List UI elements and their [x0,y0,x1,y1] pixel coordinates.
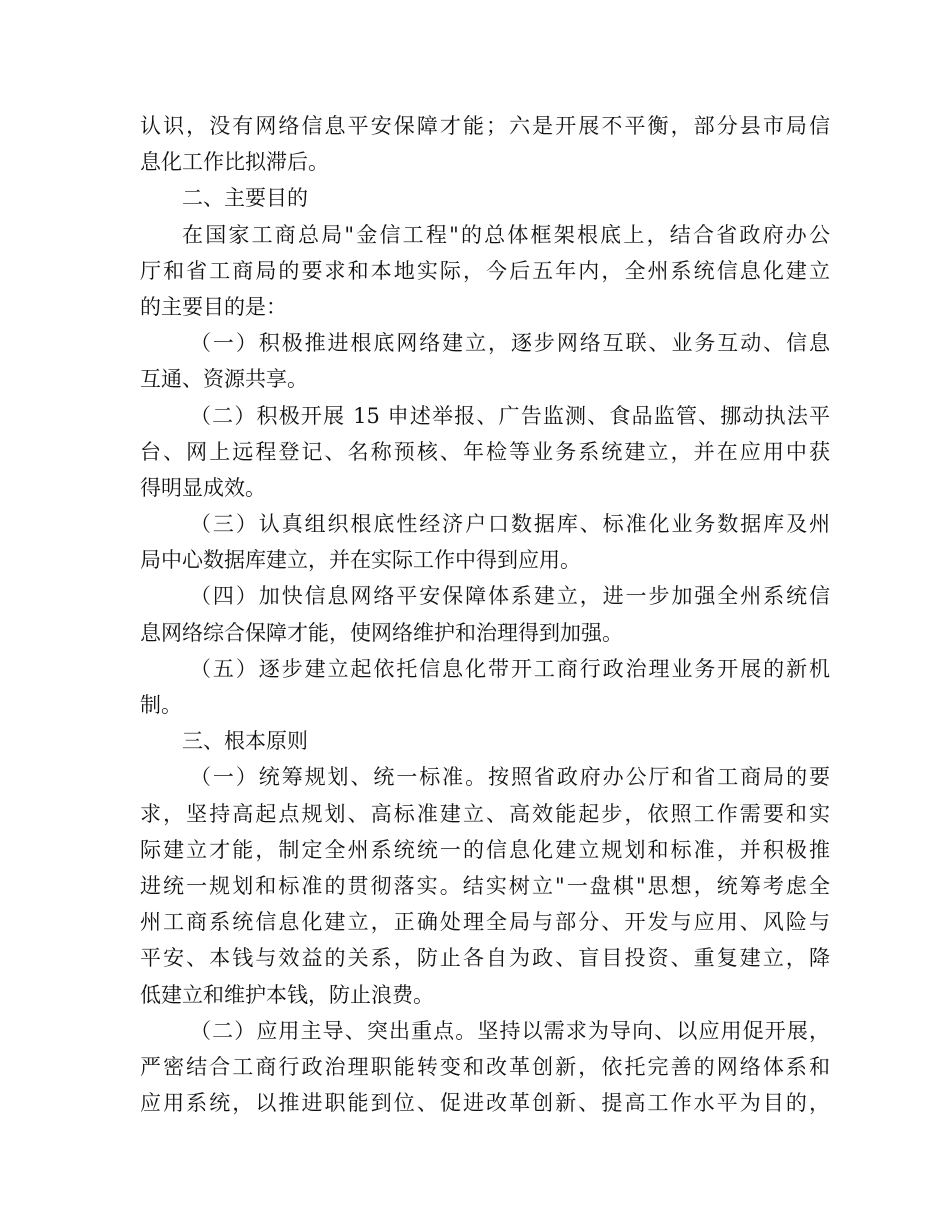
text-line: 应用系统，以推进职能到位、促进改革创新、提高工作水平为目的， [140,1091,830,1116]
text-line: 严密结合工商行政治理职能转变和改革创新，依托完善的网络体系和 [140,1054,830,1079]
text-line: 的主要目的是： [140,294,287,319]
text-line: 低建立和维护本钱，防止浪费。 [140,982,434,1007]
section-heading: 三、根本原则 [182,729,308,754]
text-line: （二）应用主导、突出重点。坚持以需求为导向、以应用促开展， [190,1018,830,1043]
text-line: 厅和省工商局的要求和本地实际，今后五年内，全州系统信息化建立 [140,258,830,283]
text-line: 互通、资源共享。 [140,367,308,392]
text-line: （五）逐步建立起依托信息化带开工商行政治理业务开展的新机 [190,656,830,681]
text-line: 求，坚持高起点规划、高标准建立、高效能起步，依照工作需要和实 [140,801,830,826]
text-line: 州工商系统信息化建立，正确处理全局与部分、开发与应用、风险与 [140,910,830,935]
text-line: 际建立才能，制定全州系统统一的信息化建立规划和标准，并积极推 [140,837,830,862]
text-line: 进统一规划和标准的贯彻落实。结实树立"一盘棋"思想，统筹考虑全 [140,873,830,898]
text-line: 制。 [140,693,182,717]
text-line: 得明显成效。 [140,475,266,500]
text-line: 息网络综合保障才能，使网络维护和治理得到加强。 [140,620,623,645]
text-line: 平安、本钱与效益的关系，防止各自为政、盲目投资、重复建立，降 [140,946,830,971]
text-line: （三）认真组织根底性经济户口数据库、标准化业务数据库及州 [190,512,830,537]
text-line: （二）积极开展 15 申述举报、广告监测、食品监管、挪动执法平 [190,403,830,428]
text-line: （一）积极推进根底网络建立，逐步网络互联、业务互动、信息 [190,331,830,356]
text-line: （四）加快信息网络平安保障体系建立，进一步加强全州系统信 [190,584,830,609]
text-line: 台、网上远程登记、名称预核、年检等业务系统建立，并在应用中获 [140,439,830,464]
text-line: （一）统筹规划、统一标准。按照省政府办公厅和省工商局的要 [190,765,830,790]
text-line: 局中心数据库建立，并在实际工作中得到应用。 [140,548,581,573]
text-line: 息化工作比拟滞后。 [140,150,329,175]
section-heading: 二、主要目的 [182,186,308,211]
text-line: 认识，没有网络信息平安保障才能；六是开展不平衡，部分县市局信 [140,114,830,138]
text-line: 在国家工商总局"金信工程"的总体框架根底上，结合省政府办公 [182,222,830,247]
document-body [140,108,830,1121]
